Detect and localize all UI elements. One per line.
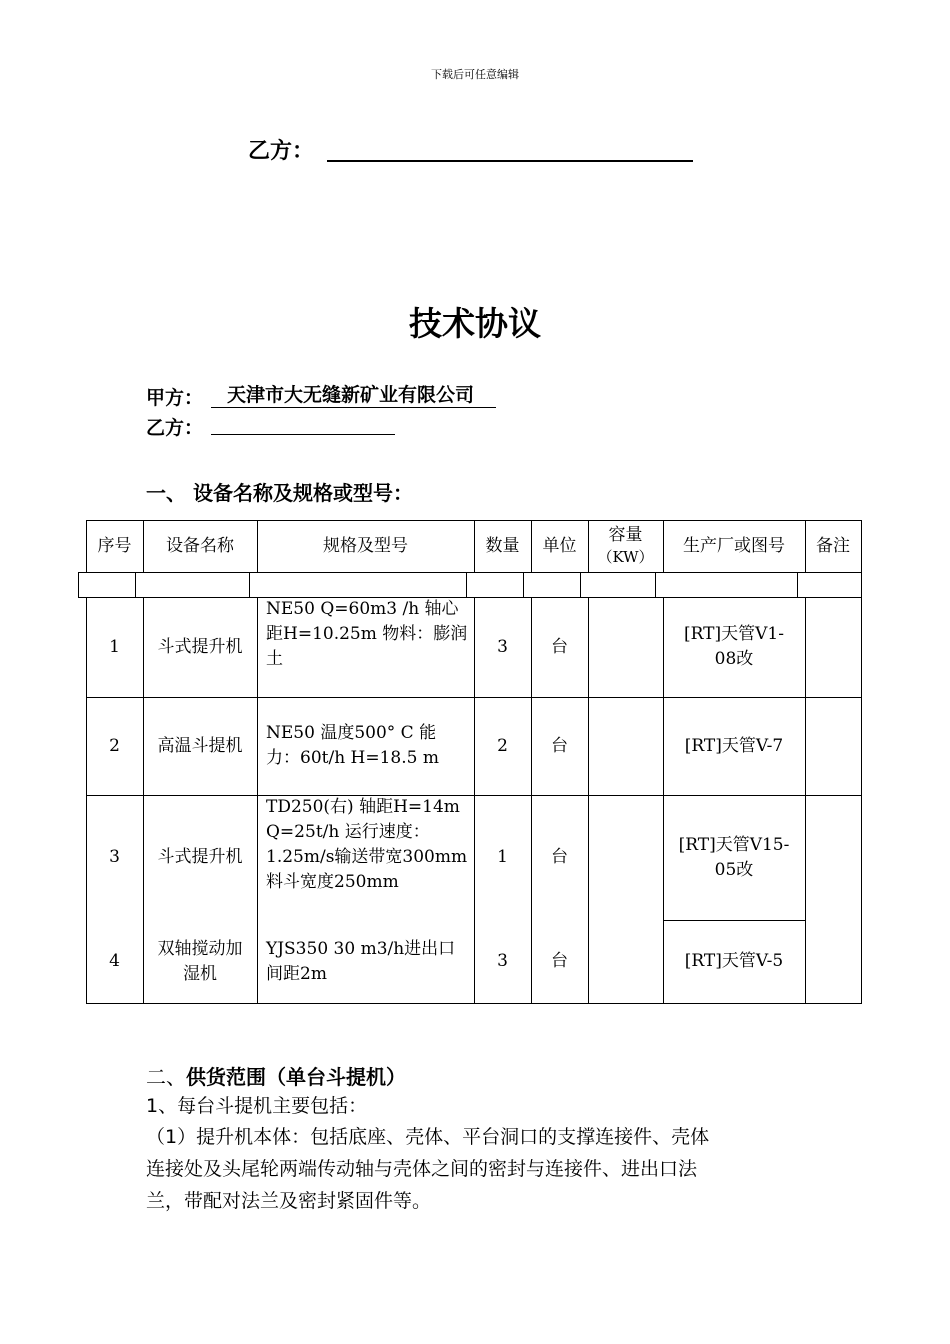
row4-seq: 4: [109, 951, 120, 971]
row3-spec: TD250(右) 轴距H=14m Q=25t/h 运行速度：1.25m/s输送带宽300mm 料斗宽度250mm: [266, 797, 468, 892]
section2-prefix: 二、: [146, 1065, 186, 1089]
header-maker: 生产厂或图号: [683, 535, 785, 556]
table-rule: [861, 597, 862, 1004]
row1-unit: 台: [551, 636, 568, 657]
row3-unit: 台: [551, 847, 568, 867]
table-rule: [523, 572, 524, 597]
row1-name: 斗式提升机: [157, 636, 243, 657]
row4-qty: 3: [497, 951, 508, 971]
section2-item1: 1、每台斗提机主要包括：: [146, 1095, 368, 1117]
table-rule: [249, 572, 250, 597]
header-capacity: [588, 520, 663, 572]
row4-maker: [RT]天管V-5: [684, 951, 784, 971]
party-b-label: 乙方：: [146, 417, 204, 439]
table-rule: [78, 572, 862, 573]
row4-spec: YJS350 30 m3/h进出口间距2m: [266, 938, 456, 984]
row1-maker: [RT]天管V1-08改: [684, 624, 784, 669]
row3-name: 斗式提升机: [157, 847, 243, 867]
watermark-text: 下载后可任意编辑: [431, 68, 519, 81]
section2-para-line1: （1）提升机本体：包括底座、壳体、平台洞口的支撑连接件、壳体: [146, 1126, 710, 1148]
party-a-label: 甲方：: [146, 387, 204, 409]
header-qty: 数量: [485, 535, 520, 556]
table-rule: [861, 520, 862, 572]
header-capacity-line2: （KW）: [597, 548, 654, 566]
header-capacity-line1: 容量: [608, 525, 643, 545]
section1-heading: 一、 设备名称及规格或型号：: [146, 481, 413, 505]
row1-seq: 1: [109, 636, 120, 657]
section2-heading: [146, 1061, 406, 1090]
table-rule: [588, 597, 589, 1004]
row2-unit: 台: [551, 735, 568, 756]
row2-name: 高温斗提机: [157, 735, 243, 756]
table-rule: [466, 572, 467, 597]
section2-title: 供货范围（单台斗提机）: [186, 1065, 406, 1089]
document-title: 技术协议: [409, 304, 541, 343]
table-rule: [805, 597, 806, 1004]
row2-seq: 2: [109, 735, 120, 756]
row3-maker: [RT]天管V15-05改: [678, 834, 790, 880]
row1-qty: 3: [497, 636, 508, 657]
table-rule: [580, 572, 581, 597]
header-name: 设备名称: [166, 535, 234, 556]
row2-qty: 2: [497, 735, 508, 756]
row2-spec: NE50 温度500° C 能力：60t/h H=18.5 m: [266, 723, 439, 768]
table-rule: [861, 572, 862, 597]
row4-unit: 台: [551, 951, 568, 971]
top-party-b-underline: [327, 160, 693, 162]
header-seq: 序号: [97, 535, 132, 556]
top-party-b-label: 乙方：: [248, 139, 315, 164]
row4-name: 双轴搅动加湿机: [157, 938, 243, 984]
section2-para-line2: 连接处及头尾轮两端传动轴与壳体之间的密封与连接件、进出口法: [146, 1158, 698, 1180]
party-a-value: 天津市大无缝新矿业有限公司: [211, 383, 496, 408]
row1-spec: NE50 Q=60m3 /h 轴心距H=10.25m 物料：膨润土: [266, 599, 468, 669]
header-spec: 规格及型号: [323, 535, 408, 556]
row3-seq: 3: [109, 847, 120, 867]
row2-maker: [RT]天管V-7: [684, 735, 784, 756]
row3-qty: 1: [497, 847, 508, 867]
header-unit: 单位: [542, 535, 577, 556]
header-remark: 备注: [816, 535, 850, 556]
table-rule: [135, 572, 136, 597]
party-b-underline: [211, 434, 395, 435]
section2-para-line3: 兰，带配对法兰及密封紧固件等。: [146, 1190, 432, 1212]
table-rule: [797, 572, 798, 597]
table-rule: [78, 572, 79, 597]
table-rule: [655, 572, 656, 597]
